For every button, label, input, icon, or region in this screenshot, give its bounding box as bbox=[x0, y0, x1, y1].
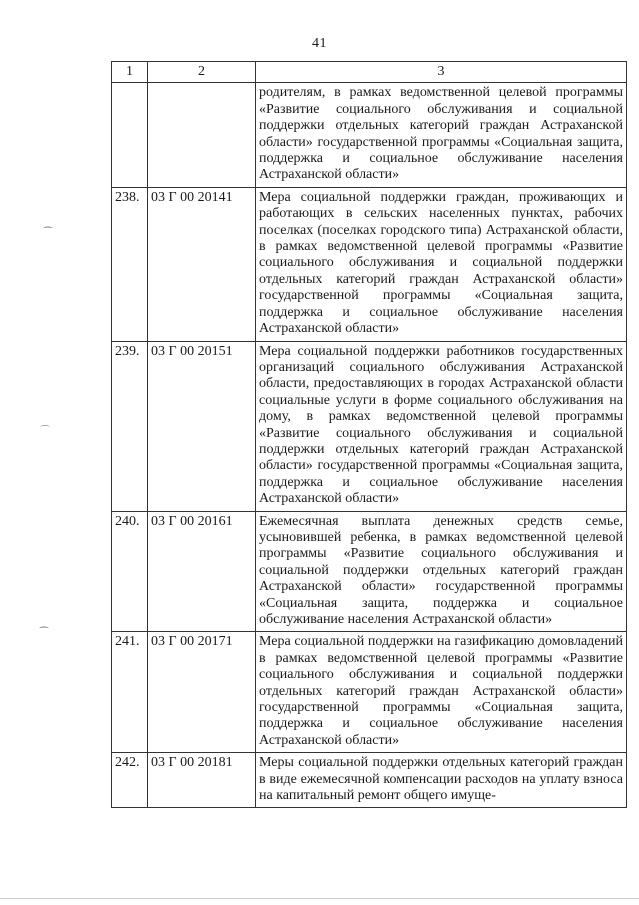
row-description: Меры социальной поддержки отдельных категорий граждан в виде ежемесячной компенсации расходов на уплату взноса на капитальный ремонт общего имуще- bbox=[256, 753, 627, 808]
row-code: 03 Г 00 20141 bbox=[148, 187, 256, 341]
column-header-description: 3 bbox=[256, 62, 627, 83]
row-number bbox=[112, 83, 148, 187]
column-header-code: 2 bbox=[148, 62, 256, 83]
table-row bbox=[112, 187, 627, 341]
row-description: Мера социальной поддержки граждан, проживающих и работающих в сельских населенных пунктах, рабочих поселках (поселках городского типа) Астраханской области, в рамках ведомственной целевой программы «Развитие социального обслуживания и социальной поддержки отдельных категорий граждан Астраханской области» государственной программы «Социальная защита, поддержка и социальное обслуживание населения Астраханской области» bbox=[256, 187, 627, 341]
row-number: 241. bbox=[112, 632, 148, 753]
page-number: 41 bbox=[312, 36, 327, 51]
table-row bbox=[112, 753, 627, 808]
row-number: 240. bbox=[112, 511, 148, 632]
table-row bbox=[112, 632, 627, 753]
table-row bbox=[112, 341, 627, 511]
row-code: 03 Г 00 20161 bbox=[148, 511, 256, 632]
row-description: Ежемесячная выплата денежных средств семье, усыновившей ребенка, в рамках ведомственной целевой программы «Развитие социального обслуживания и социальной поддержки отдельных категорий граждан Астраханской области» государственной программы «Социальная защита, поддержка и социальное обслуживание населения Астраханской области» bbox=[256, 511, 627, 632]
table-header-row bbox=[112, 62, 627, 83]
row-number: 242. bbox=[112, 753, 148, 808]
scan-bottom-edge bbox=[0, 898, 639, 899]
row-code: 03 Г 00 20171 bbox=[148, 632, 256, 753]
row-number: 238. bbox=[112, 187, 148, 341]
row-description: Мера социальной поддержки работников государственных организаций социального обслуживания Астраханской области, предоставляющих в городах Астраханской области социальные услуги в форме социального обслуживания на дому, в рамках ведомственной целевой программы «Развитие социального обслуживания и социальной поддержки отдельных категорий граждан Астраханской области» государственной программы «Социальная защита, поддержка и социальное обслуживание населения Астраханской области» bbox=[256, 341, 627, 511]
budget-classification-table bbox=[111, 61, 627, 808]
row-code: 03 Г 00 20181 bbox=[148, 753, 256, 808]
column-header-number: 1 bbox=[112, 62, 148, 83]
scan-artifact-mark: ⁀ bbox=[44, 228, 53, 239]
scan-artifact-mark: ⁀ bbox=[40, 628, 49, 639]
table-row bbox=[112, 511, 627, 632]
row-code: 03 Г 00 20151 bbox=[148, 341, 256, 511]
table-row bbox=[112, 83, 627, 187]
row-description: Мера социальной поддержки на газификацию домовладений в рамках ведомственной целевой программы «Развитие социального обслуживания и социальной поддержки отдельных категорий граждан Астраханской области» государственной программы «Социальная защита, поддержка и социальное обслуживание населения Астраханской области» bbox=[256, 632, 627, 753]
row-code bbox=[148, 83, 256, 187]
scan-artifact-mark: ⌒ bbox=[40, 426, 50, 437]
row-description: родителям, в рамках ведомственной целевой программы «Развитие социального обслуживания и социальной поддержки отдельных категорий граждан Астраханской области» государственной программы «Социальная защита, поддержка и социальное обслуживание населения Астраханской области» bbox=[256, 83, 627, 187]
row-number: 239. bbox=[112, 341, 148, 511]
